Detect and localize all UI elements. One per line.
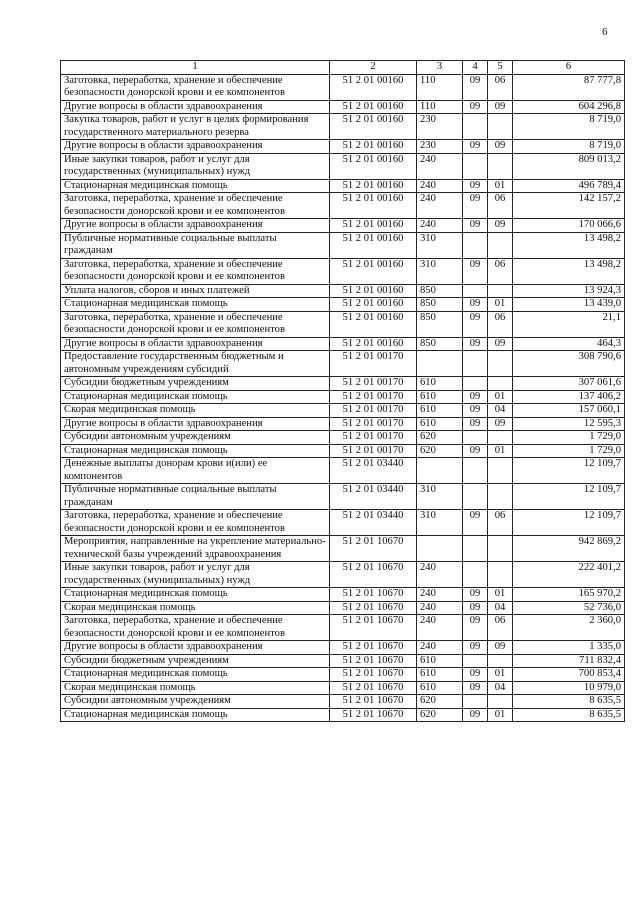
table-row [61, 100, 625, 114]
row-subsection-cell [488, 377, 513, 391]
row-section-cell [463, 562, 488, 588]
table-row [61, 377, 625, 391]
row-section-cell [463, 695, 488, 709]
row-amount-cell: 1 729,0 [513, 431, 625, 445]
row-code-cell: 51 2 01 00160 [330, 258, 417, 284]
table-row [61, 337, 625, 351]
row-name-cell: Другие вопросы в области здравоохранения [61, 641, 330, 655]
row-name-cell: Стационарная медицинская помощь [61, 179, 330, 193]
row-subsection-cell: 01 [488, 179, 513, 193]
row-amount-cell: 10 979,0 [513, 681, 625, 695]
row-expense-type-cell: 240 [417, 601, 463, 615]
row-expense-type-cell: 110 [417, 74, 463, 100]
table-row [61, 695, 625, 709]
row-name-cell: Уплата налогов, сборов и иных платежей [61, 284, 330, 298]
row-name-cell: Предоставление государственным бюджетным и автономным учреждениям субсидий [61, 351, 330, 377]
row-section-cell: 09 [463, 179, 488, 193]
table-body [61, 74, 625, 722]
row-code-cell: 51 2 01 00160 [330, 219, 417, 233]
row-expense-type-cell: 610 [417, 390, 463, 404]
row-section-cell: 09 [463, 193, 488, 219]
row-expense-type-cell: 850 [417, 298, 463, 312]
row-name-cell: Иные закупки товаров, работ и услуг для государственных (муниципальных) нужд [61, 562, 330, 588]
table-row [61, 458, 625, 484]
row-expense-type-cell: 240 [417, 219, 463, 233]
row-section-cell [463, 232, 488, 258]
table-row [61, 404, 625, 418]
row-amount-cell: 307 061,6 [513, 377, 625, 391]
row-code-cell: 51 2 01 00160 [330, 193, 417, 219]
row-code-cell: 51 2 01 10670 [330, 668, 417, 682]
row-amount-cell: 165 970,2 [513, 588, 625, 602]
row-expense-type-cell: 610 [417, 654, 463, 668]
table-row [61, 641, 625, 655]
row-expense-type-cell: 240 [417, 562, 463, 588]
row-expense-type-cell: 310 [417, 484, 463, 510]
row-code-cell: 51 2 01 10670 [330, 681, 417, 695]
row-amount-cell: 13 498,2 [513, 232, 625, 258]
row-code-cell: 51 2 01 10670 [330, 615, 417, 641]
table-row [61, 615, 625, 641]
row-name-cell: Стационарная медицинская помощь [61, 708, 330, 722]
row-code-cell: 51 2 01 00170 [330, 390, 417, 404]
row-code-cell: 51 2 01 10670 [330, 536, 417, 562]
row-name-cell: Другие вопросы в области здравоохранения [61, 219, 330, 233]
row-amount-cell: 12 109,7 [513, 510, 625, 536]
row-section-cell: 09 [463, 708, 488, 722]
row-code-cell: 51 2 01 03440 [330, 510, 417, 536]
row-expense-type-cell: 850 [417, 311, 463, 337]
row-amount-cell: 8 635,5 [513, 708, 625, 722]
table-row [61, 536, 625, 562]
table-row [61, 588, 625, 602]
row-subsection-cell: 09 [488, 219, 513, 233]
row-amount-cell: 170 066,6 [513, 219, 625, 233]
row-subsection-cell [488, 284, 513, 298]
row-subsection-cell [488, 484, 513, 510]
row-amount-cell: 12 595,3 [513, 417, 625, 431]
row-name-cell: Стационарная медицинская помощь [61, 390, 330, 404]
row-expense-type-cell: 610 [417, 681, 463, 695]
row-subsection-cell: 01 [488, 298, 513, 312]
row-section-cell: 09 [463, 601, 488, 615]
row-code-cell: 51 2 01 00160 [330, 232, 417, 258]
row-expense-type-cell: 230 [417, 114, 463, 140]
row-amount-cell: 12 109,7 [513, 484, 625, 510]
row-amount-cell: 8 635,5 [513, 695, 625, 709]
row-amount-cell: 2 360,0 [513, 615, 625, 641]
row-expense-type-cell: 620 [417, 431, 463, 445]
row-expense-type-cell: 240 [417, 179, 463, 193]
table-row [61, 681, 625, 695]
row-subsection-cell: 06 [488, 74, 513, 100]
row-section-cell: 09 [463, 588, 488, 602]
row-amount-cell: 464,3 [513, 337, 625, 351]
row-subsection-cell: 06 [488, 311, 513, 337]
row-section-cell [463, 351, 488, 377]
table-row [61, 601, 625, 615]
row-subsection-cell: 01 [488, 390, 513, 404]
table-row [61, 708, 625, 722]
row-amount-cell: 8 719,0 [513, 114, 625, 140]
row-expense-type-cell: 620 [417, 695, 463, 709]
row-expense-type-cell: 620 [417, 708, 463, 722]
row-subsection-cell: 06 [488, 510, 513, 536]
row-code-cell: 51 2 01 00170 [330, 444, 417, 458]
row-name-cell: Закупка товаров, работ и услуг в целях формирования государственного материального резерва [61, 114, 330, 140]
row-name-cell: Заготовка, переработка, хранение и обеспечение безопасности донорской крови и ее компонентов [61, 311, 330, 337]
row-code-cell: 51 2 01 03440 [330, 458, 417, 484]
column-header: 3 [417, 61, 463, 75]
table-row [61, 668, 625, 682]
table-row [61, 390, 625, 404]
table-row [61, 153, 625, 179]
budget-table [60, 60, 625, 722]
table-row [61, 140, 625, 154]
row-code-cell: 51 2 01 10670 [330, 562, 417, 588]
column-header: 6 [513, 61, 625, 75]
row-amount-cell: 1 729,0 [513, 444, 625, 458]
row-section-cell: 09 [463, 641, 488, 655]
table-row [61, 219, 625, 233]
row-code-cell: 51 2 01 00160 [330, 337, 417, 351]
row-amount-cell: 13 924,3 [513, 284, 625, 298]
row-name-cell: Стационарная медицинская помощь [61, 668, 330, 682]
row-amount-cell: 13 439,0 [513, 298, 625, 312]
row-amount-cell: 496 789,4 [513, 179, 625, 193]
table-row [61, 298, 625, 312]
row-subsection-cell: 09 [488, 641, 513, 655]
table-row [61, 351, 625, 377]
row-expense-type-cell: 310 [417, 510, 463, 536]
row-amount-cell: 52 736,0 [513, 601, 625, 615]
table-row [61, 179, 625, 193]
row-section-cell: 09 [463, 681, 488, 695]
row-name-cell: Субсидии автономным учреждениям [61, 695, 330, 709]
row-code-cell: 51 2 01 00160 [330, 74, 417, 100]
row-code-cell: 51 2 01 00160 [330, 100, 417, 114]
row-section-cell: 09 [463, 417, 488, 431]
row-amount-cell: 157 060,1 [513, 404, 625, 418]
row-section-cell: 09 [463, 510, 488, 536]
row-amount-cell: 604 296,8 [513, 100, 625, 114]
row-amount-cell: 87 777,8 [513, 74, 625, 100]
column-header: 1 [61, 61, 330, 75]
row-subsection-cell: 01 [488, 588, 513, 602]
row-code-cell: 51 2 01 00170 [330, 351, 417, 377]
row-subsection-cell: 06 [488, 615, 513, 641]
row-expense-type-cell: 610 [417, 404, 463, 418]
row-amount-cell: 700 853,4 [513, 668, 625, 682]
table-row [61, 444, 625, 458]
row-expense-type-cell [417, 536, 463, 562]
column-header: 2 [330, 61, 417, 75]
row-code-cell: 51 2 01 00160 [330, 153, 417, 179]
row-expense-type-cell: 610 [417, 417, 463, 431]
row-expense-type-cell: 850 [417, 337, 463, 351]
row-code-cell: 51 2 01 00160 [330, 140, 417, 154]
row-amount-cell: 12 109,7 [513, 458, 625, 484]
row-amount-cell: 21,1 [513, 311, 625, 337]
column-header: 5 [488, 61, 513, 75]
row-code-cell: 51 2 01 00160 [330, 179, 417, 193]
row-code-cell: 51 2 01 10670 [330, 588, 417, 602]
row-code-cell: 51 2 01 10670 [330, 654, 417, 668]
row-subsection-cell [488, 654, 513, 668]
row-subsection-cell [488, 431, 513, 445]
row-subsection-cell [488, 458, 513, 484]
row-subsection-cell: 06 [488, 193, 513, 219]
row-name-cell: Заготовка, переработка, хранение и обеспечение безопасности донорской крови и ее компонентов [61, 74, 330, 100]
row-expense-type-cell: 230 [417, 140, 463, 154]
row-section-cell: 09 [463, 298, 488, 312]
row-name-cell: Другие вопросы в области здравоохранения [61, 337, 330, 351]
row-section-cell [463, 431, 488, 445]
table-row [61, 258, 625, 284]
row-section-cell: 09 [463, 668, 488, 682]
row-name-cell: Другие вопросы в области здравоохранения [61, 140, 330, 154]
row-section-cell: 09 [463, 404, 488, 418]
row-section-cell [463, 377, 488, 391]
row-section-cell [463, 458, 488, 484]
row-code-cell: 51 2 01 00170 [330, 404, 417, 418]
row-code-cell: 51 2 01 10670 [330, 695, 417, 709]
row-name-cell: Заготовка, переработка, хранение и обеспечение безопасности донорской крови и ее компонентов [61, 510, 330, 536]
table-row [61, 284, 625, 298]
row-code-cell: 51 2 01 00160 [330, 298, 417, 312]
row-section-cell [463, 153, 488, 179]
row-expense-type-cell: 610 [417, 668, 463, 682]
row-code-cell: 51 2 01 00170 [330, 431, 417, 445]
row-section-cell [463, 284, 488, 298]
row-subsection-cell: 06 [488, 258, 513, 284]
row-code-cell: 51 2 01 00160 [330, 284, 417, 298]
row-code-cell: 51 2 01 03440 [330, 484, 417, 510]
row-section-cell [463, 114, 488, 140]
row-section-cell: 09 [463, 444, 488, 458]
row-section-cell [463, 484, 488, 510]
row-name-cell: Заготовка, переработка, хранение и обеспечение безопасности донорской крови и ее компонентов [61, 258, 330, 284]
row-code-cell: 51 2 01 10670 [330, 601, 417, 615]
row-expense-type-cell: 240 [417, 588, 463, 602]
table-row [61, 484, 625, 510]
row-expense-type-cell: 610 [417, 377, 463, 391]
row-amount-cell: 711 832,4 [513, 654, 625, 668]
row-name-cell: Публичные нормативные социальные выплаты гражданам [61, 232, 330, 258]
row-subsection-cell [488, 351, 513, 377]
row-subsection-cell: 04 [488, 404, 513, 418]
row-subsection-cell [488, 153, 513, 179]
row-expense-type-cell [417, 351, 463, 377]
row-subsection-cell [488, 562, 513, 588]
row-amount-cell: 809 013,2 [513, 153, 625, 179]
table-row [61, 431, 625, 445]
row-expense-type-cell [417, 458, 463, 484]
row-expense-type-cell: 310 [417, 258, 463, 284]
row-code-cell: 51 2 01 00160 [330, 311, 417, 337]
row-name-cell: Другие вопросы в области здравоохранения [61, 417, 330, 431]
row-name-cell: Субсидии бюджетным учреждениям [61, 654, 330, 668]
row-name-cell: Публичные нормативные социальные выплаты гражданам [61, 484, 330, 510]
row-expense-type-cell: 240 [417, 641, 463, 655]
row-subsection-cell: 04 [488, 601, 513, 615]
table-row [61, 562, 625, 588]
row-amount-cell: 13 498,2 [513, 258, 625, 284]
row-expense-type-cell: 240 [417, 615, 463, 641]
row-amount-cell: 222 401,2 [513, 562, 625, 588]
row-section-cell: 09 [463, 390, 488, 404]
row-amount-cell: 137 406,2 [513, 390, 625, 404]
row-name-cell: Скорая медицинская помощь [61, 601, 330, 615]
row-subsection-cell: 09 [488, 337, 513, 351]
row-subsection-cell: 09 [488, 417, 513, 431]
row-section-cell: 09 [463, 311, 488, 337]
row-section-cell [463, 654, 488, 668]
row-amount-cell: 308 790,6 [513, 351, 625, 377]
row-name-cell: Скорая медицинская помощь [61, 681, 330, 695]
table-row [61, 114, 625, 140]
row-expense-type-cell: 850 [417, 284, 463, 298]
row-subsection-cell: 09 [488, 140, 513, 154]
row-section-cell [463, 536, 488, 562]
table-row [61, 654, 625, 668]
table-row [61, 417, 625, 431]
row-section-cell: 09 [463, 615, 488, 641]
row-section-cell: 09 [463, 140, 488, 154]
row-expense-type-cell: 310 [417, 232, 463, 258]
row-name-cell: Субсидии бюджетным учреждениям [61, 377, 330, 391]
row-name-cell: Субсидии автономным учреждениям [61, 431, 330, 445]
table-header-row [61, 61, 625, 75]
row-section-cell: 09 [463, 100, 488, 114]
row-amount-cell: 142 157,2 [513, 193, 625, 219]
row-code-cell: 51 2 01 10670 [330, 708, 417, 722]
row-code-cell: 51 2 01 00170 [330, 377, 417, 391]
table-row [61, 510, 625, 536]
row-subsection-cell: 01 [488, 708, 513, 722]
row-expense-type-cell: 240 [417, 153, 463, 179]
row-name-cell: Заготовка, переработка, хранение и обеспечение безопасности донорской крови и ее компонентов [61, 615, 330, 641]
row-subsection-cell: 04 [488, 681, 513, 695]
table-row [61, 311, 625, 337]
row-subsection-cell: 01 [488, 444, 513, 458]
row-code-cell: 51 2 01 00160 [330, 114, 417, 140]
row-name-cell: Стационарная медицинская помощь [61, 444, 330, 458]
row-name-cell: Другие вопросы в области здравоохранения [61, 100, 330, 114]
column-header: 4 [463, 61, 488, 75]
row-section-cell: 09 [463, 258, 488, 284]
row-name-cell: Иные закупки товаров, работ и услуг для государственных (муниципальных) нужд [61, 153, 330, 179]
row-section-cell: 09 [463, 337, 488, 351]
row-name-cell: Стационарная медицинская помощь [61, 588, 330, 602]
row-name-cell: Заготовка, переработка, хранение и обеспечение безопасности донорской крови и ее компонентов [61, 193, 330, 219]
row-name-cell: Стационарная медицинская помощь [61, 298, 330, 312]
row-subsection-cell [488, 536, 513, 562]
row-subsection-cell [488, 114, 513, 140]
page-number: 6 [602, 26, 608, 38]
table-row [61, 193, 625, 219]
row-subsection-cell: 09 [488, 100, 513, 114]
row-expense-type-cell: 240 [417, 193, 463, 219]
row-subsection-cell [488, 232, 513, 258]
row-section-cell: 09 [463, 219, 488, 233]
row-expense-type-cell: 110 [417, 100, 463, 114]
row-expense-type-cell: 620 [417, 444, 463, 458]
table-row [61, 232, 625, 258]
table-row [61, 74, 625, 100]
row-amount-cell: 1 335,0 [513, 641, 625, 655]
row-code-cell: 51 2 01 00170 [330, 417, 417, 431]
row-section-cell: 09 [463, 74, 488, 100]
row-name-cell: Скорая медицинская помощь [61, 404, 330, 418]
row-name-cell: Мероприятия, направленные на укрепление материально-технической базы учреждений здравоохранения [61, 536, 330, 562]
row-code-cell: 51 2 01 10670 [330, 641, 417, 655]
row-subsection-cell [488, 695, 513, 709]
row-name-cell: Денежные выплаты донорам крови и(или) ее компонентов [61, 458, 330, 484]
row-subsection-cell: 01 [488, 668, 513, 682]
row-amount-cell: 942 869,2 [513, 536, 625, 562]
row-amount-cell: 8 719,0 [513, 140, 625, 154]
